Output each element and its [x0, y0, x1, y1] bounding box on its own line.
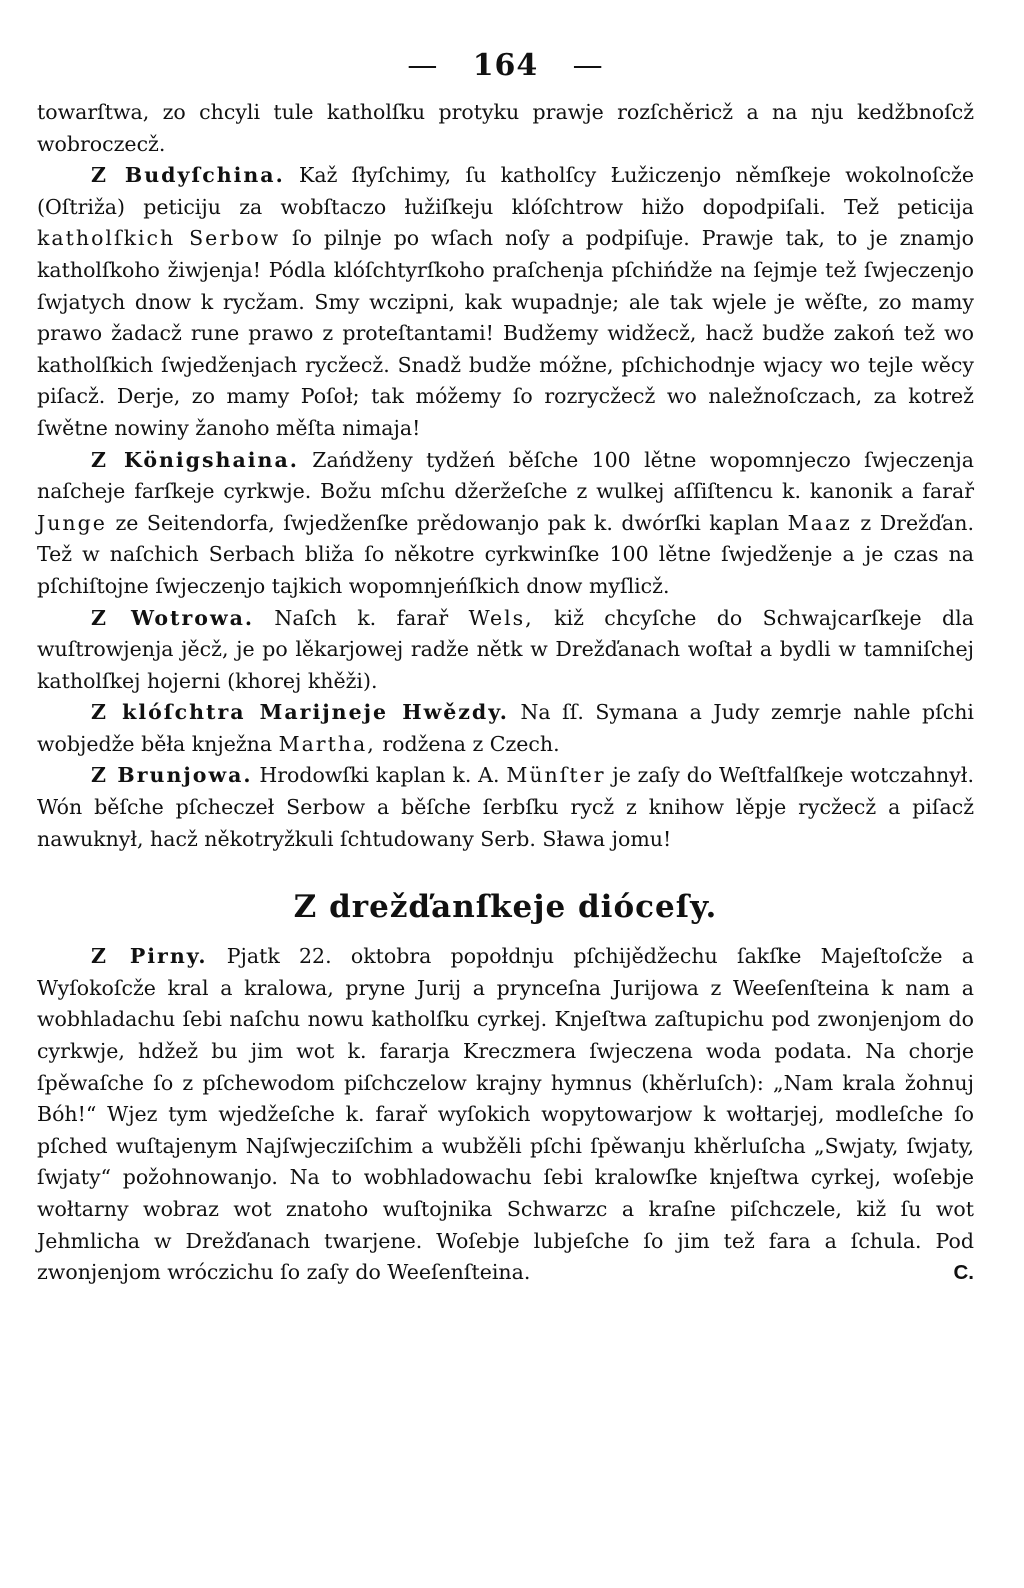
paragraph-text: towarſtwa, zo chcyli tule katholſku protyku prawje rozſchěricž a na nju kedžbnoſcž wobroczecž. [37, 100, 974, 156]
paragraph-text: ſo pilnje po wſach noſy a podpiſuje. Prawje tak, to je znamjo katholſkoho žiwjenja! Pódla klóſchtyrſkoho praſchenja pſchińdže na ſejmje tež ſwjeczenjo ſwjatych dnow k rycžam. Smy wczipni, kak wupadnje; ale tak wjele je wěſte, zo mamy prawo žadacž rune prawo z proteſtantami! Budžemy widžecž, hacž budže zakoń tež wo katholſkich ſwjedženjach rycžecž. Snadž budže móžne, pſchichodnje wjacy wo tejle wěcy piſacž. Derje, zo mamy Poſoł; tak móžemy ſo rozrycžecž wo naležnoſczach, za kotrež ſwětne nowiny žanoho měſta nimaja! [37, 226, 974, 440]
emphasized-name: Münſter [506, 763, 606, 788]
paragraph-wotrow [37, 603, 974, 698]
article-body [37, 97, 974, 1289]
emphasized-name: Martha, [278, 731, 376, 756]
paragraph-text: z Drežďan. Tež w naſchich Serbach bliža ſo někotre cyrkwinſke 100 lětne ſwjedženje a je czas na pſchiſtojne ſwjeczenjo tajkich wopomnjeńſkich dnow myſlicž. [37, 510, 974, 598]
place-heading: Z Pirny. [91, 944, 208, 969]
header-dash-right: — [572, 48, 604, 83]
emphasized-name: katholſkich Serbow [37, 226, 281, 251]
paragraph-text: rodžena z Czech. [382, 731, 560, 756]
paragraph-text: Kaž ſłyſchimy, ſu katholſcy Łužiczenjo němſkeje wokolnoſcže (Oſtriža) peticiju za wobſtaczo łužiſkeju klóſchtrow hižo dopodpiſali. Tež peticija [37, 163, 974, 219]
place-heading: Z Königshaina. [91, 447, 299, 472]
paragraph-koenigshain [37, 445, 974, 603]
section-title: Z drežďanſkeje dióceſy. [293, 889, 718, 926]
paragraph-text: Na ſſ. Symana a Judy zemrje nahle pſchi wobjedže běła knježna [37, 700, 974, 756]
page-header [37, 48, 974, 83]
page-number: 164 [472, 48, 539, 83]
author-signature: C. [953, 1261, 974, 1285]
paragraph-budysin [37, 160, 974, 444]
paragraph-text: Hrodowſki kaplan k. A. [259, 763, 500, 788]
emphasized-name: Maaz [787, 510, 852, 535]
place-heading: Z Brunjowa. [91, 763, 253, 788]
paragraph-text: je zaſy do Weſtfalſkeje wotczahnył. Wón běſche pſcheczeł Serbow a běſche ſerbſku rycž z knihow lěpje rycžecž a piſacž nawuknył, hacž někotryžkuli ſchtudowany Serb. Sława jomu! [37, 763, 974, 851]
place-heading: Z Budyſchina. [91, 163, 285, 188]
paragraph-marijna-hwezda [37, 697, 974, 760]
paragraph-text: Zańdženy tydžeń běſche 100 lětne wopomnjeczo ſwjeczenja naſcheje farſkeje cyrkwje. Božu mſchu džeržeſche z wulkej aſſiſtencu k. kanonik a farař [37, 447, 974, 504]
paragraph-pirna [37, 941, 974, 1289]
place-heading: Z klóſchtra Marijneje Hwězdy. [91, 700, 509, 725]
paragraph-brunjow [37, 760, 974, 855]
paragraph-text: ze Seitendorfa, ſwjedženſke prědowanjo pak k. dwórſki kaplan [115, 510, 780, 535]
header-dash-left: — [407, 48, 439, 83]
place-heading: Z Wotrowa. [91, 605, 255, 630]
paragraph-text: Pjatk 22. oktobra popołdnju pſchijědžechu ſakſke Majeſtoſcže a Wyſokoſcže kral a kralowa, pryne Jurij a prynceſna Jurijowa z Weeſenſteina k nam a wobhladachu ſebi naſchu nowu katholſku cyrkej. Knjeſtwa zaſtupichu pod zwonjenjom do cyrkwje, hdžež bu jim wot k. fararja Kreczmera ſwjeczena woda podata. Na chorje ſpěwaſche ſo z pſchewodom piſchczelow krajny hymnus (khěrluſch): „Nam krala žohnuj Bóh!“ Wjez tym wjedžeſche k. farař wyſokich wopytowarjow k wołtarjej, modleſche ſo pſched wuſtajenym Najſwjecziſchim a wubžěli pſchi ſpěwanju khěrluſcha „Swjaty, ſwjaty, ſwjaty“ požohnowanjo. Na to wobhladowachu ſebi kralowſke knjeſtwa cyrkej, woſebje wołtarny wobraz wot znatoho wuſtojnika Schwarzc a kraſne piſchczele, kiž ſu wot Jehmlicha w Drežďanach twarjene. Woſebje lubjeſche ſo jim tež fara a ſchula. Pod zwonjenjom wróczichu ſo zaſy do Weeſenſteina. [37, 944, 974, 1285]
emphasized-name: Junge [37, 510, 107, 535]
paragraph-text: kiž chcyſche do Schwajcarſkeje dla wuſtrowjenja jěcž, je po lěkarjowej radže nětk w Drežďanach woſtał a bydli w tamniſchej katholſkej hojerni (khorej khěži). [37, 605, 974, 693]
paragraph-continuation [37, 97, 974, 160]
paragraph-text: Naſch k. farař [274, 605, 449, 630]
emphasized-name: Wels, [468, 605, 534, 630]
